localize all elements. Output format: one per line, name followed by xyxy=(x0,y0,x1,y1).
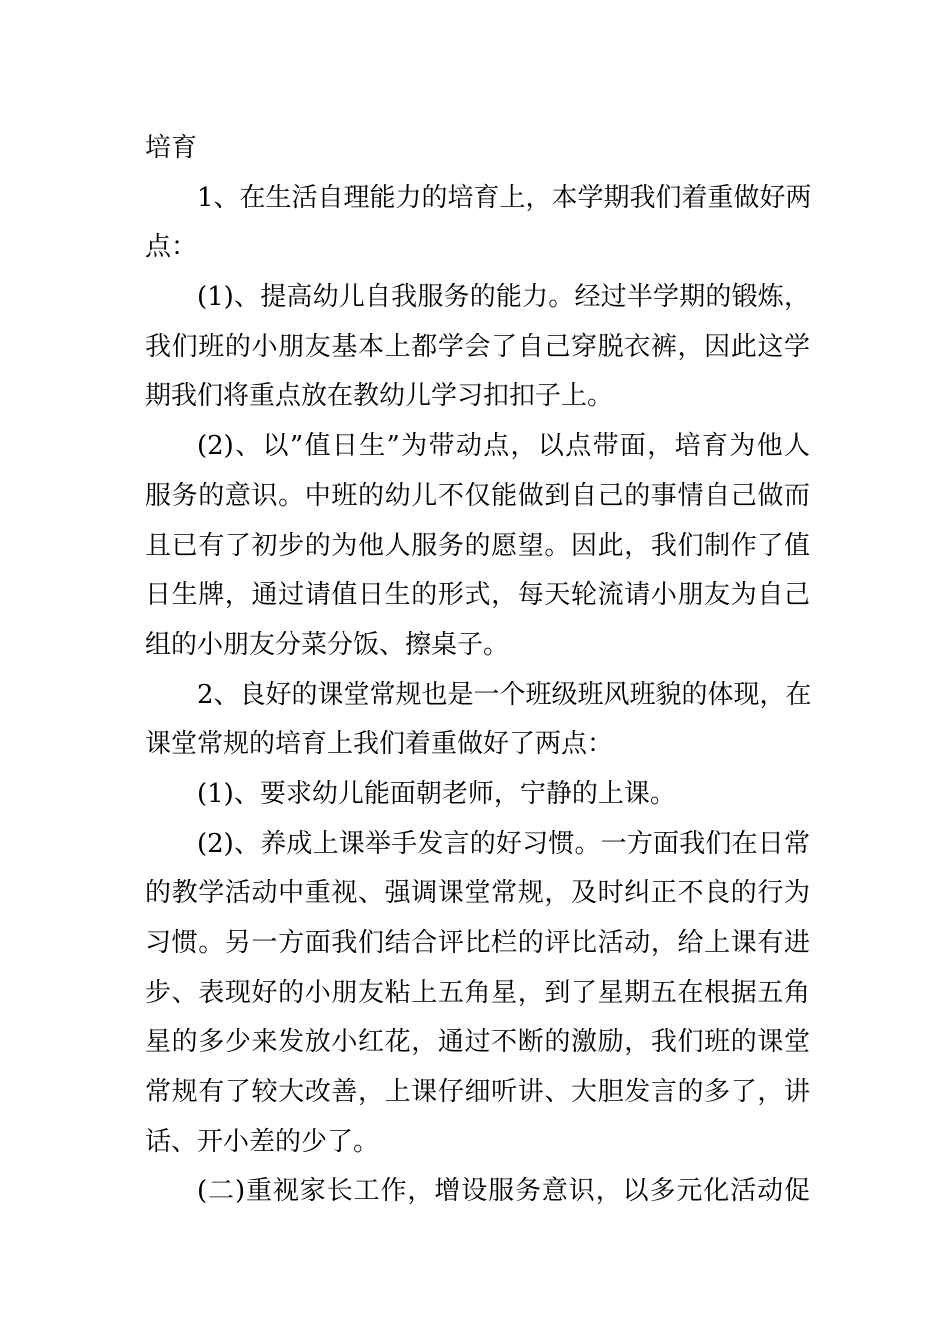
text-line: (二)重视家长工作，增设服务意识，以多元化活动促 xyxy=(197,1176,810,1207)
text-line: (1)、要求幼儿能面朝老师，宁静的上课。 xyxy=(197,778,676,809)
text-line: 点： xyxy=(145,232,198,263)
text-line: 习惯。另一方面我们结合评比栏的评比活动，给上课有进 xyxy=(145,928,810,958)
text-line: 组的小朋友分菜分饭、擦桌子。 xyxy=(145,629,510,660)
text-line: 1、在生活自理能力的培育上，本学期我们着重做好两 xyxy=(197,182,812,213)
document-page xyxy=(145,124,810,1217)
text-line: 我们班的小朋友基本上都学会了自己穿脱衣裤，因此这学 xyxy=(145,331,810,362)
text-line: 2、良好的课堂常规也是一个班级班风班貌的体现，在 xyxy=(197,679,812,710)
text-line: 且已有了初步的为他人服务的愿望。因此，我们制作了值 xyxy=(145,530,810,561)
text-line: 课堂常规的培育上我们着重做好了两点： xyxy=(145,729,614,760)
text-line: 服务的意识。中班的幼儿不仅能做到自己的事情自己做而 xyxy=(145,480,810,511)
text-line: 日生牌，通过请值日生的形式，每天轮流请小朋友为自己 xyxy=(145,580,810,611)
text-line: (1)、提高幼儿自我服务的能力。经过半学期的锻炼， xyxy=(197,282,810,313)
text-line: 常规有了较大改善，上课仔细听讲、大胆发言的多了，讲 xyxy=(145,1077,810,1108)
text-line: 步、表现好的小朋友粘上五角星，到了星期五在根据五角 xyxy=(145,977,810,1008)
text-line: (2)、养成上课举手发言的好习惯。一方面我们在日常 xyxy=(197,828,810,859)
text-line: (2)、以”值日生”为带动点，以点带面，培育为他人 xyxy=(197,431,810,462)
text-line: 培育 xyxy=(145,133,198,163)
text-line: 期我们将重点放在教幼儿学习扣扣子上。 xyxy=(145,381,614,412)
text-line: 话、开小差的少了。 xyxy=(145,1126,380,1157)
text-line: 的教学活动中重视、强调课堂常规，及时纠正不良的行为 xyxy=(145,878,810,909)
text-line: 星的多少来发放小红花，通过不断的激励，我们班的课堂 xyxy=(145,1027,810,1058)
